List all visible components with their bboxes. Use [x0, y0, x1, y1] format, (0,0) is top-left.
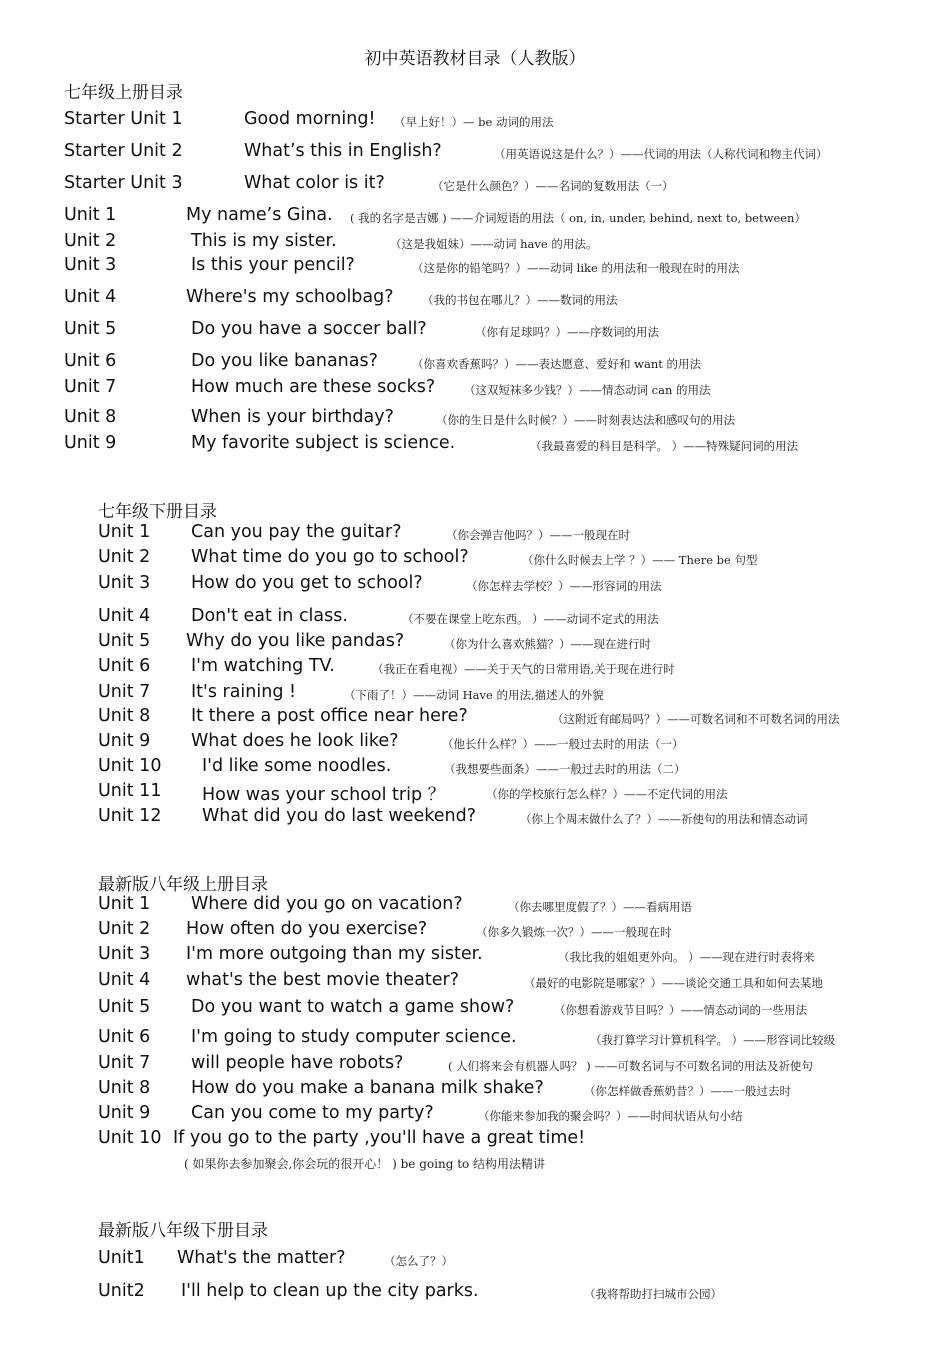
unit-label: Unit 6 — [98, 656, 151, 676]
unit-label: Unit 4 — [98, 606, 151, 626]
unit-note: （这附近有邮局吗？）——可数名词和不可数名词的用法 — [552, 712, 840, 726]
unit-label: Unit 3 — [64, 255, 117, 275]
unit-title: My favorite subject is science. — [191, 433, 456, 453]
unit-title: What does he look like? — [191, 731, 399, 751]
unit-note: （你的生日是什么时候？）——时刻表达法和感叹句的用法 — [436, 413, 735, 427]
unit-label: Starter Unit 3 — [64, 173, 183, 193]
unit-label: Unit 10 — [98, 1128, 162, 1148]
unit-note: （你上个周末做什么了？）——祈使句的用法和情态动词 — [520, 812, 808, 826]
unit-title: How much are these socks? — [191, 377, 436, 397]
unit-title: If you go to the party ,you'll have a great time! — [173, 1128, 586, 1148]
unit-title: It's raining ! — [191, 682, 297, 702]
unit-note: （我打算学习计算机科学。 ）——形容词比较级 — [590, 1033, 836, 1047]
unit-note: （用英语说这是什么？）——代词的用法（人称代词和物主代词） — [494, 147, 828, 161]
document-title: 初中英语教材目录（人教版） — [364, 49, 586, 69]
unit-title: Do you like bananas? — [191, 351, 378, 371]
unit-title: What color is it? — [244, 173, 385, 193]
unit-title: what's the best movie theater? — [186, 970, 460, 990]
unit-label: Unit 7 — [98, 682, 151, 702]
unit-note: （你多久锻炼一次？）——一般现在时 — [476, 925, 672, 939]
unit-title: Do you have a soccer ball? — [191, 319, 427, 339]
unit-label: Unit 6 — [64, 351, 117, 371]
unit-note: （你会弹吉他吗？）——一般现在时 — [446, 528, 630, 542]
unit-note: （你想看游戏节目吗？）——情态动词的一些用法 — [554, 1003, 807, 1017]
unit-label: Unit 1 — [64, 205, 117, 225]
unit-note: （你怎样去学校？）——形容词的用法 — [466, 579, 662, 593]
unit-title: When is your birthday? — [191, 407, 394, 427]
unit-label: Unit 8 — [64, 407, 117, 427]
unit-title: What did you do last weekend? — [202, 806, 477, 826]
unit-label: Unit 3 — [98, 944, 151, 964]
unit-label: Unit 2 — [98, 919, 151, 939]
unit-note: （我将帮助打扫城市公园） — [584, 1287, 722, 1301]
unit-note: （我想要些面条）——一般过去时的用法（二） — [444, 762, 686, 776]
section-heading: 最新版八年级下册目录 — [98, 1221, 268, 1241]
unit-note: （你为什么喜欢熊猫？）——现在进行时 — [444, 637, 651, 651]
unit-title: I'm going to study computer science. — [191, 1027, 517, 1047]
unit-note: （最好的电影院是哪家？）——谈论交通工具和如何去某地 — [524, 976, 823, 990]
unit-label: Unit 6 — [98, 1027, 151, 1047]
unit-note: （我正在看电视）——关于天气的日常用语,关于现在进行时 — [372, 662, 675, 676]
unit-note: （怎么了？） — [384, 1254, 453, 1268]
unit-note: （这是你的铅笔吗？）——动词 like 的用法和一般现在时的用法 — [412, 261, 740, 275]
unit-note: （我比我的姐姐更外向。 ）——现在进行时表将来 — [558, 950, 815, 964]
unit-label: Unit 2 — [98, 547, 151, 567]
unit-title: Can you pay the guitar? — [191, 522, 402, 542]
unit-title: How do you make a banana milk shake? — [191, 1078, 544, 1098]
unit-note: （它是什么颜色？）——名词的复数用法（一） — [432, 179, 674, 193]
unit-title: I'm watching TV. — [191, 656, 335, 676]
unit-title: Is this your pencil? — [191, 255, 355, 275]
unit-title: will people have robots? — [191, 1053, 404, 1073]
unit-title: What time do you go to school? — [191, 547, 469, 567]
unit-label: Unit2 — [98, 1281, 145, 1301]
unit-note: （你去哪里度假了？）——看病用语 — [508, 900, 692, 914]
unit-label: Unit 3 — [98, 573, 151, 593]
unit-note: ( 我的名字是吉娜 ) ——介词短语的用法（ on, in, under, behind, next to, between） — [350, 211, 806, 225]
unit-note: （这是我姐妹）——动词 have 的用法。 — [390, 237, 598, 251]
unit-note: （你什么时候去上学 ？）—— There be 句型 — [522, 553, 758, 567]
unit-title: It there a post office near here? — [191, 706, 468, 726]
unit-title: Don't eat in class. — [191, 606, 348, 626]
unit-title: Why do you like pandas? — [186, 631, 405, 651]
unit-note: （你怎样做香蕉奶昔？）——一般过去时 — [584, 1084, 791, 1098]
unit-label: Unit 1 — [98, 894, 151, 914]
section-heading: 七年级下册目录 — [98, 502, 217, 522]
unit-note: （你的学校旅行怎么样？）——不定代词的用法 — [486, 787, 728, 801]
unit-title: How was your school trip ？ — [202, 785, 446, 805]
unit-note: ( 人们将来会有机器人吗？ ) ——可数名词与不可数名词的用法及祈使句 — [448, 1059, 813, 1073]
unit-title: Do you want to watch a game show? — [191, 997, 515, 1017]
unit-title: How do you get to school? — [191, 573, 423, 593]
unit-title: I'll help to clean up the city parks. — [181, 1281, 479, 1301]
unit-note: （不要在课堂上吃东西。 ）——动词不定式的用法 — [402, 612, 659, 626]
unit-title: How often do you exercise? — [186, 919, 428, 939]
unit-label: Unit 12 — [98, 806, 162, 826]
unit-title: My name’s Gina. — [186, 205, 333, 225]
unit-10-note: ( 如果你去参加聚会,你会玩的很开心！ ) be going to 结构用法精讲 — [184, 1157, 546, 1171]
section-heading: 七年级上册目录 — [64, 83, 183, 103]
unit-label: Unit 5 — [98, 631, 151, 651]
unit-label: Unit 11 — [98, 781, 162, 801]
unit-title: What’s this in English? — [244, 141, 442, 161]
unit-title: I'm more outgoing than my sister. — [186, 944, 483, 964]
unit-note: （下雨了！）——动词 Have 的用法,描述人的外貌 — [344, 688, 604, 702]
unit-label: Unit 2 — [64, 231, 117, 251]
unit-label: Unit 10 — [98, 756, 162, 776]
unit-label: Starter Unit 1 — [64, 109, 183, 129]
section-heading: 最新版八年级上册目录 — [98, 875, 268, 895]
unit-label: Unit 8 — [98, 1078, 151, 1098]
unit-title: This is my sister. — [191, 231, 337, 251]
unit-label: Unit 7 — [64, 377, 117, 397]
unit-note: （他长什么样？）——一般过去时的用法（一） — [442, 737, 684, 751]
unit-note: （你能来参加我的聚会吗？）——时间状语从句小结 — [478, 1109, 743, 1123]
unit-label: Unit 5 — [98, 997, 151, 1017]
unit-label: Unit 4 — [98, 970, 151, 990]
unit-label: Unit 7 — [98, 1053, 151, 1073]
unit-title: Where did you go on vacation? — [191, 894, 463, 914]
unit-label: Unit 9 — [98, 1103, 151, 1123]
unit-title: Where's my schoolbag? — [186, 287, 394, 307]
unit-title: Good morning! — [244, 109, 376, 129]
unit-note: （你有足球吗？）——序数词的用法 — [475, 325, 659, 339]
unit-label: Unit 1 — [98, 522, 151, 542]
unit-label: Starter Unit 2 — [64, 141, 183, 161]
unit-title: What's the matter? — [177, 1248, 346, 1268]
unit-label: Unit 9 — [64, 433, 117, 453]
unit-label: Unit 8 — [98, 706, 151, 726]
unit-label: Unit1 — [98, 1248, 145, 1268]
unit-note: （这双短袜多少钱？）——情态动词 can 的用法 — [464, 383, 711, 397]
unit-label: Unit 9 — [98, 731, 151, 751]
unit-note: （早上好！）— be 动词的用法 — [394, 115, 554, 129]
unit-note: （我的书包在哪儿？）——数词的用法 — [422, 293, 618, 307]
unit-title: I'd like some noodles. — [202, 756, 392, 776]
unit-label: Unit 4 — [64, 287, 117, 307]
unit-title: Can you come to my party? — [191, 1103, 434, 1123]
unit-label: Unit 5 — [64, 319, 117, 339]
unit-note: （我最喜爱的科目是科学。 ）——特殊疑问词的用法 — [530, 439, 799, 453]
unit-note: （你喜欢香蕉吗？）——表达愿意、爱好和 want 的用法 — [412, 357, 702, 371]
